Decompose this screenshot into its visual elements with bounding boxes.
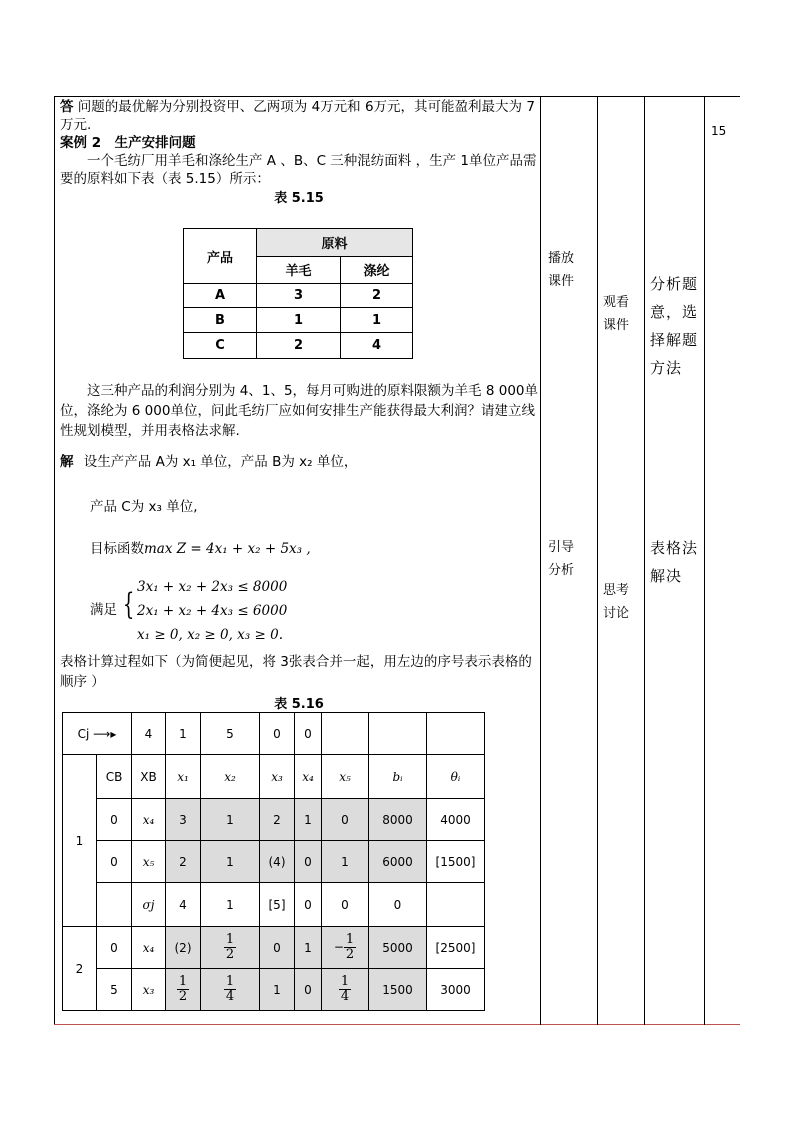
table-row <box>63 969 485 1011</box>
sigma-value: [5] <box>260 883 295 927</box>
page-number: 15 <box>711 124 727 138</box>
cell-cb: 5 <box>97 969 132 1011</box>
cell-cb: 0 <box>97 927 132 969</box>
solution-line-2: 产品 C为 x₃ 单位, <box>90 499 198 515</box>
side-text: 播放 <box>548 251 575 266</box>
sigma-b: 0 <box>369 883 427 927</box>
empty-cell <box>369 713 427 755</box>
cell-value: 1 <box>322 841 369 883</box>
fraction-denominator: 4 <box>340 989 350 1004</box>
table-row <box>63 927 485 969</box>
header-var: x₅ <box>322 755 369 799</box>
cell-wool: 3 <box>257 284 341 308</box>
cell-value: 2 <box>260 799 295 841</box>
column-divider <box>704 96 705 1025</box>
cell-b: 1500 <box>369 969 427 1011</box>
table-516-caption: 表 5.16 <box>274 697 324 712</box>
answer-text: 问题的最优解为分别投资甲、乙两项为 4万元和 6万元，其可能盈利最大为 7万元. <box>60 99 535 133</box>
cell-theta: [1500] <box>427 841 485 883</box>
constraints-block <box>137 575 287 647</box>
sigma-value: 0 <box>295 883 322 927</box>
cell-cb: 0 <box>97 799 132 841</box>
header-product: 产品 <box>184 229 257 284</box>
side-text: 思考 <box>603 583 630 598</box>
fraction-denominator: 2 <box>178 989 188 1004</box>
case-intro: 一个毛纺厂用羊毛和涤纶生产 A 、B、C 三种混纺面料 ，生产 1单位产品需要的原料如下表（表 5.15）所示： <box>60 153 537 187</box>
side-text: 意，选 <box>650 303 699 321</box>
cell-value <box>166 969 201 1011</box>
question-block <box>60 381 538 441</box>
header-var: x₄ <box>295 755 322 799</box>
side-text: 解决 <box>650 567 683 585</box>
teacher-activity-1 <box>548 247 574 293</box>
cj-header <box>63 713 132 755</box>
cj-value: 0 <box>260 713 295 755</box>
header-b: bᵢ <box>369 755 427 799</box>
table-intro: 表格计算过程如下（为简便起见，将 3张表合并一起，用左边的序号表示表格的顺序 ） <box>60 654 532 690</box>
header-theta: θᵢ <box>427 755 485 799</box>
cell-value: (4) <box>260 841 295 883</box>
cell-theta: 3000 <box>427 969 485 1011</box>
cell-xb: x₃ <box>132 969 166 1011</box>
cell-theta: [2500] <box>427 927 485 969</box>
cell-wool: 2 <box>257 333 341 359</box>
cell-value: (2) <box>166 927 201 969</box>
table-row <box>63 799 485 841</box>
design-intent-2 <box>650 534 698 590</box>
cell-cb: 0 <box>97 841 132 883</box>
cell-value: 1 <box>201 799 260 841</box>
main-content <box>60 98 538 208</box>
cell-polyester: 4 <box>341 333 413 359</box>
cell-value: 1 <box>260 969 295 1011</box>
cell-value <box>201 969 260 1011</box>
header-polyester: 涤纶 <box>341 256 413 284</box>
fraction-denominator: 4 <box>225 989 235 1004</box>
objective-label: 目标函数 <box>90 541 144 557</box>
side-text: 表格法 <box>650 539 699 557</box>
design-intent-1 <box>650 270 698 382</box>
cell-value <box>201 927 260 969</box>
cell-value: 1 <box>295 799 322 841</box>
fraction-numerator: 1 <box>340 974 350 989</box>
fraction <box>344 933 356 962</box>
sigma-value: 1 <box>201 883 260 927</box>
solution-line-1 <box>60 453 538 471</box>
cell-xb: x₅ <box>132 841 166 883</box>
side-text: 方法 <box>650 359 683 377</box>
cell-polyester: 2 <box>341 284 413 308</box>
objective-line <box>90 537 311 557</box>
sigma-value: 0 <box>322 883 369 927</box>
cj-value: 5 <box>201 713 260 755</box>
column-divider <box>644 96 645 1025</box>
empty-cell <box>427 883 485 927</box>
cell-value: 0 <box>295 969 322 1011</box>
cj-value: 0 <box>295 713 322 755</box>
cell-product: C <box>184 333 257 359</box>
fraction <box>224 975 236 1004</box>
side-text: 引导 <box>548 540 575 555</box>
cell-value <box>322 927 369 969</box>
fraction-numerator: 1 <box>178 974 188 989</box>
solution-label: 解 <box>60 454 74 470</box>
header-var: x₃ <box>260 755 295 799</box>
side-text: 课件 <box>603 318 630 333</box>
empty-cell <box>322 713 369 755</box>
cell-theta: 4000 <box>427 799 485 841</box>
objective-formula: max Z = 4x₁ + x₂ + 5x₃ , <box>144 541 311 557</box>
cell-value: 1 <box>201 841 260 883</box>
step-number: 1 <box>63 755 97 927</box>
header-xb: XB <box>132 755 166 799</box>
cell-product: B <box>184 308 257 333</box>
minus-sign: − <box>333 940 344 954</box>
answer-paragraph <box>60 98 538 134</box>
fraction <box>224 933 236 962</box>
fraction <box>339 975 351 1004</box>
cell-wool: 1 <box>257 308 341 333</box>
cell-value: 0 <box>322 799 369 841</box>
side-text: 课件 <box>548 274 575 289</box>
fraction-numerator: 1 <box>225 932 235 947</box>
cj-label: Cj <box>77 726 90 741</box>
table-row <box>184 308 413 333</box>
header-wool: 羊毛 <box>257 256 341 284</box>
arrow-right-icon: ⟶▸ <box>93 726 117 741</box>
cell-value: 2 <box>166 841 201 883</box>
constraint-1: 3x₁ + x₂ + 2x₃ ≤ 8000 <box>137 579 288 595</box>
header-var: x₂ <box>201 755 260 799</box>
header-cb: CB <box>97 755 132 799</box>
sigma-row <box>63 883 485 927</box>
cell-polyester: 1 <box>341 308 413 333</box>
cell-b: 5000 <box>369 927 427 969</box>
cell-b: 8000 <box>369 799 427 841</box>
simplex-table <box>62 712 485 1011</box>
page-bottom-rule <box>54 1024 740 1025</box>
side-text: 讨论 <box>603 606 630 621</box>
cell-value: 0 <box>260 927 295 969</box>
answer-label: 答 <box>60 99 74 115</box>
cell-value: 3 <box>166 799 201 841</box>
header-material: 原料 <box>257 229 413 257</box>
side-text: 分析 <box>548 563 575 578</box>
student-activity-1 <box>603 291 629 337</box>
fraction-denominator: 2 <box>225 947 235 962</box>
cell-xb: x₄ <box>132 927 166 969</box>
header-var: x₁ <box>166 755 201 799</box>
teacher-activity-2 <box>548 536 574 582</box>
fraction <box>177 975 189 1004</box>
side-text: 分析题 <box>650 275 699 293</box>
student-activity-2 <box>603 579 629 625</box>
cell-value <box>322 969 369 1011</box>
empty-cell <box>427 713 485 755</box>
column-divider <box>597 96 598 1025</box>
cell-product: A <box>184 284 257 308</box>
empty-cell <box>97 883 132 927</box>
cj-value: 4 <box>132 713 166 755</box>
step-number: 2 <box>63 927 97 1011</box>
table-row <box>184 284 413 308</box>
header-row <box>63 755 485 799</box>
side-text: 择解题 <box>650 331 699 349</box>
fraction-numerator: 1 <box>345 932 355 947</box>
sigma-value: 4 <box>166 883 201 927</box>
column-divider <box>540 96 541 1025</box>
constraint-label: 满足 <box>90 602 117 618</box>
table-row <box>184 333 413 359</box>
constraint-2: 2x₁ + x₂ + 4x₃ ≤ 6000 <box>137 603 288 619</box>
solution-text: 设生产产品 A为 x₁ 单位，产品 B为 x₂ 单位， <box>83 454 358 470</box>
table-row <box>63 841 485 883</box>
cell-value: 1 <box>295 927 322 969</box>
side-text: 观看 <box>603 295 630 310</box>
cell-b: 6000 <box>369 841 427 883</box>
case-title: 案例 2 生产安排问题 <box>60 135 196 151</box>
sigma-label: σj <box>132 883 166 927</box>
question-text: 这三种产品的利润分别为 4、1、5，每月可购进的原料限额为羊毛 8 000单位，涤纶为 6 000单位，问此毛纺厂应如何安排生产能获得最大利润？请建立线性规划模型，并用表格法求解. <box>60 383 538 439</box>
brace-icon: { <box>122 587 135 622</box>
constraint-3: x₁ ≥ 0, x₂ ≥ 0, x₃ ≥ 0. <box>137 627 283 643</box>
fraction-numerator: 1 <box>225 974 235 989</box>
material-table <box>183 228 413 359</box>
cell-value: 0 <box>295 841 322 883</box>
table-515-caption: 表 5.15 <box>274 191 324 206</box>
fraction-denominator: 2 <box>345 947 355 962</box>
cell-xb: x₄ <box>132 799 166 841</box>
cj-value: 1 <box>166 713 201 755</box>
cj-row <box>63 713 485 755</box>
